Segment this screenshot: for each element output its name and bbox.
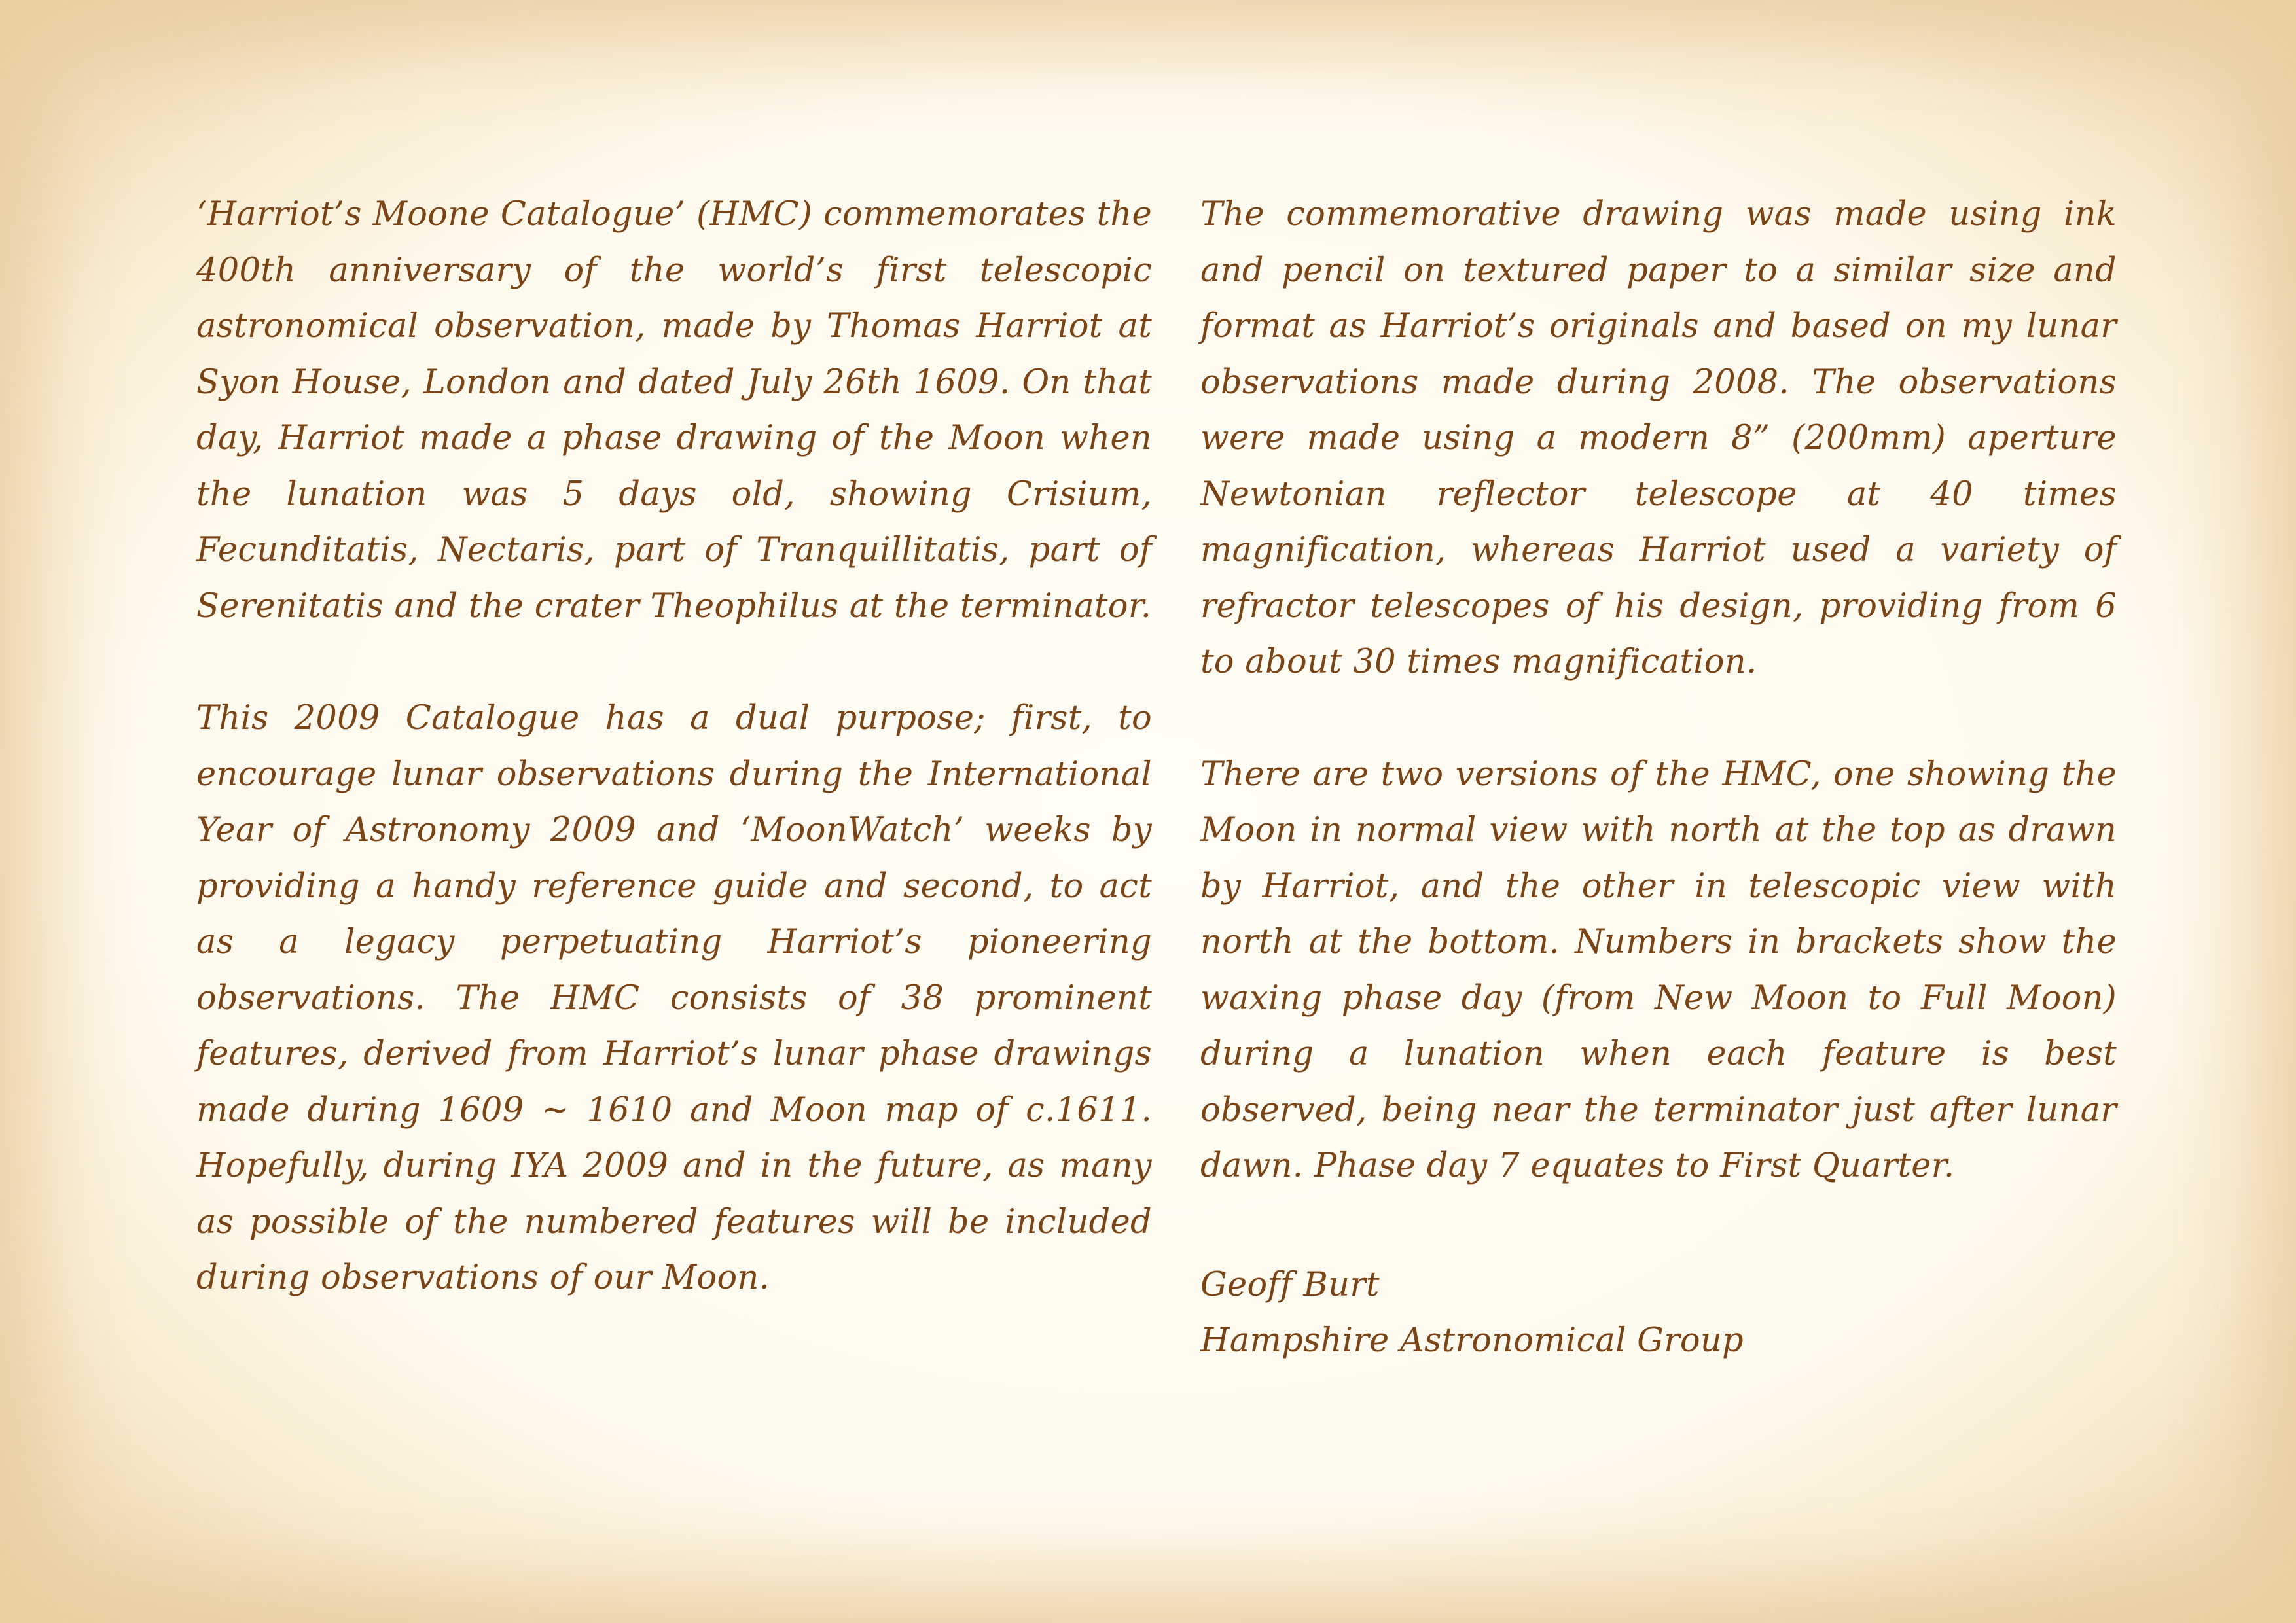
versions-paragraph: There are two versions of the HMC, one showing the Moon in normal view with north at the top as drawn by Harriot, and the other in telescopic view with north at the bottom. Numbers in brackets show the waxing phase day (from New Moon to Full Moon) during a lunation when each feature is best observed, being near the terminator just after lunar dawn. Phase day 7 equates to First Quarter. bbox=[1200, 755, 2117, 1185]
left-column bbox=[196, 187, 1152, 1363]
author-organisation: Hampshire Astronomical Group bbox=[1200, 1321, 1744, 1360]
author-name: Geoff Burt bbox=[1200, 1265, 1380, 1304]
signature-block bbox=[1200, 1257, 2117, 1369]
purpose-paragraph: This 2009 Catalogue has a dual purpose; first, to encourage lunar observations during the International Year of Astronomy 2009 and ‘MoonWatch’ weeks by providing a handy reference guide and second, to act as a legacy perpetuating Harriot’s pioneering observations. The HMC consists of 38 prominent features, derived from Harriot’s lunar phase drawings made during 1609 ~ 1610 and Moon map of c.1611. Hopefully, during IYA 2009 and in the future, as many as possible of the numbered features will be included during observations of our Moon. bbox=[196, 699, 1152, 1297]
drawing-method-paragraph: The commemorative drawing was made using ink and pencil on textured paper to a similar size and format as Harriot’s originals and based on my lunar observations made during 2008. The observations were made using a modern 8” (200mm) aperture Newtonian reflector telescope at 40 times magnification, whereas Harriot used a variety of refractor telescopes of his design, providing from 6 to about 30 times magnification. bbox=[1200, 195, 2117, 681]
right-column bbox=[1200, 187, 2117, 1369]
intro-paragraph: ‘Harriot’s Moone Catalogue’ (HMC) commemorates the 400th anniversary of the world’s first telescopic astronomical observation, made by Thomas Harriot at Syon House, London and dated July 26th 1609. On that day, Harriot made a phase drawing of the Moon when the lunation was 5 days old, showing Crisium, Fecunditatis, Nectaris, part of Tranquillitatis, part of Serenitatis and the crater Theophilus at the terminator. bbox=[196, 195, 1152, 626]
